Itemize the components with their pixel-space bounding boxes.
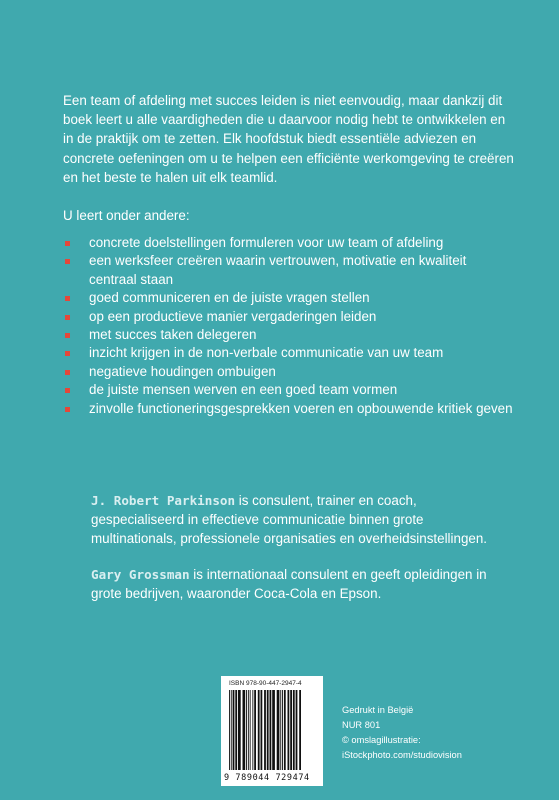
list-item [63,381,515,399]
list-item-text: negatieve houdingen ombuigen [89,363,276,379]
isbn-label: ISBN 978-90-447-2947-4 [229,680,302,687]
bullet-icon [65,370,70,375]
bullet-icon [65,407,70,412]
intro-text [63,91,515,187]
bullet-icon [65,259,70,264]
bullet-icon [65,296,70,301]
list-item-text: goed communiceren en de juiste vragen stellen [89,290,370,306]
bullet-icon [65,388,70,393]
list-item [63,252,515,289]
list-item-text: op een productieve manier vergaderingen leiden [89,308,377,324]
bullet-icon [65,315,70,320]
author-bio-parkinson [91,491,511,548]
author-name: J. Robert Parkinson [91,493,236,508]
list-item-text: de juiste mensen werven en een goed team vormen [89,382,398,398]
learn-list [63,234,515,418]
intro-paragraph: Een team of afdeling met succes leiden is niet eenvoudig, maar dankzij dit boek leert u alle vaardigheden die u daarvoor nodig hebt te ontwikkelen en in de praktijk om te zetten. Elk hoofdstuk biedt essentiële adviezen en concrete oefeningen om u te helpen een efficiënte werkomgeving te creëren en het beste te halen uit elk teamlid. [63,93,514,185]
bullet-icon [65,351,70,356]
barcode-digits: 9 789044 729474 [224,773,310,783]
list-item-text: zinvolle functioneringsgesprekken voeren en opbouwende kritiek geven [89,400,513,416]
author-bio-text: is consulent, trainer en coach, gespecialiseerd in effectieve communicatie binnen grote multinationals, professionele organisaties en overheidsinstellingen. [91,493,488,546]
print-info [342,703,522,763]
author-bio-text: is internationaal consulent en geeft opleidingen in grote bedrijven, waaronder Coca-Cola en Epson. [91,567,487,601]
list-item [63,363,515,381]
cover-credit: © omslagillustratie: [342,735,421,746]
list-item [63,234,515,252]
printed-in: Gedrukt in België [342,705,414,715]
list-item [63,400,515,418]
list-item [63,308,515,326]
barcode-bars [227,690,317,772]
list-item-text: concrete doelstellingen formuleren voor uw team of afdeling [89,235,444,250]
author-bios [91,491,511,620]
list-item [63,326,515,344]
list-item-text: inzicht krijgen in de non-verbale communicatie van uw team [89,345,444,361]
cover-credit-source: iStockphoto.com/studiovision [342,750,462,761]
author-name: Gary Grossman [91,567,190,582]
bullet-icon [65,241,70,246]
isbn-barcode [221,676,323,786]
nur-code: NUR 801 [342,720,381,731]
list-item [63,344,515,362]
list-item-text: een werksfeer creëren waarin vertrouwen, motivatie en kwaliteit centraal staan [89,253,467,287]
list-item [63,289,515,307]
author-bio-grossman [91,565,511,603]
bullet-icon [65,333,70,338]
list-item-text: met succes taken delegeren [89,327,257,343]
learn-heading: U leert onder andere: [63,208,190,223]
